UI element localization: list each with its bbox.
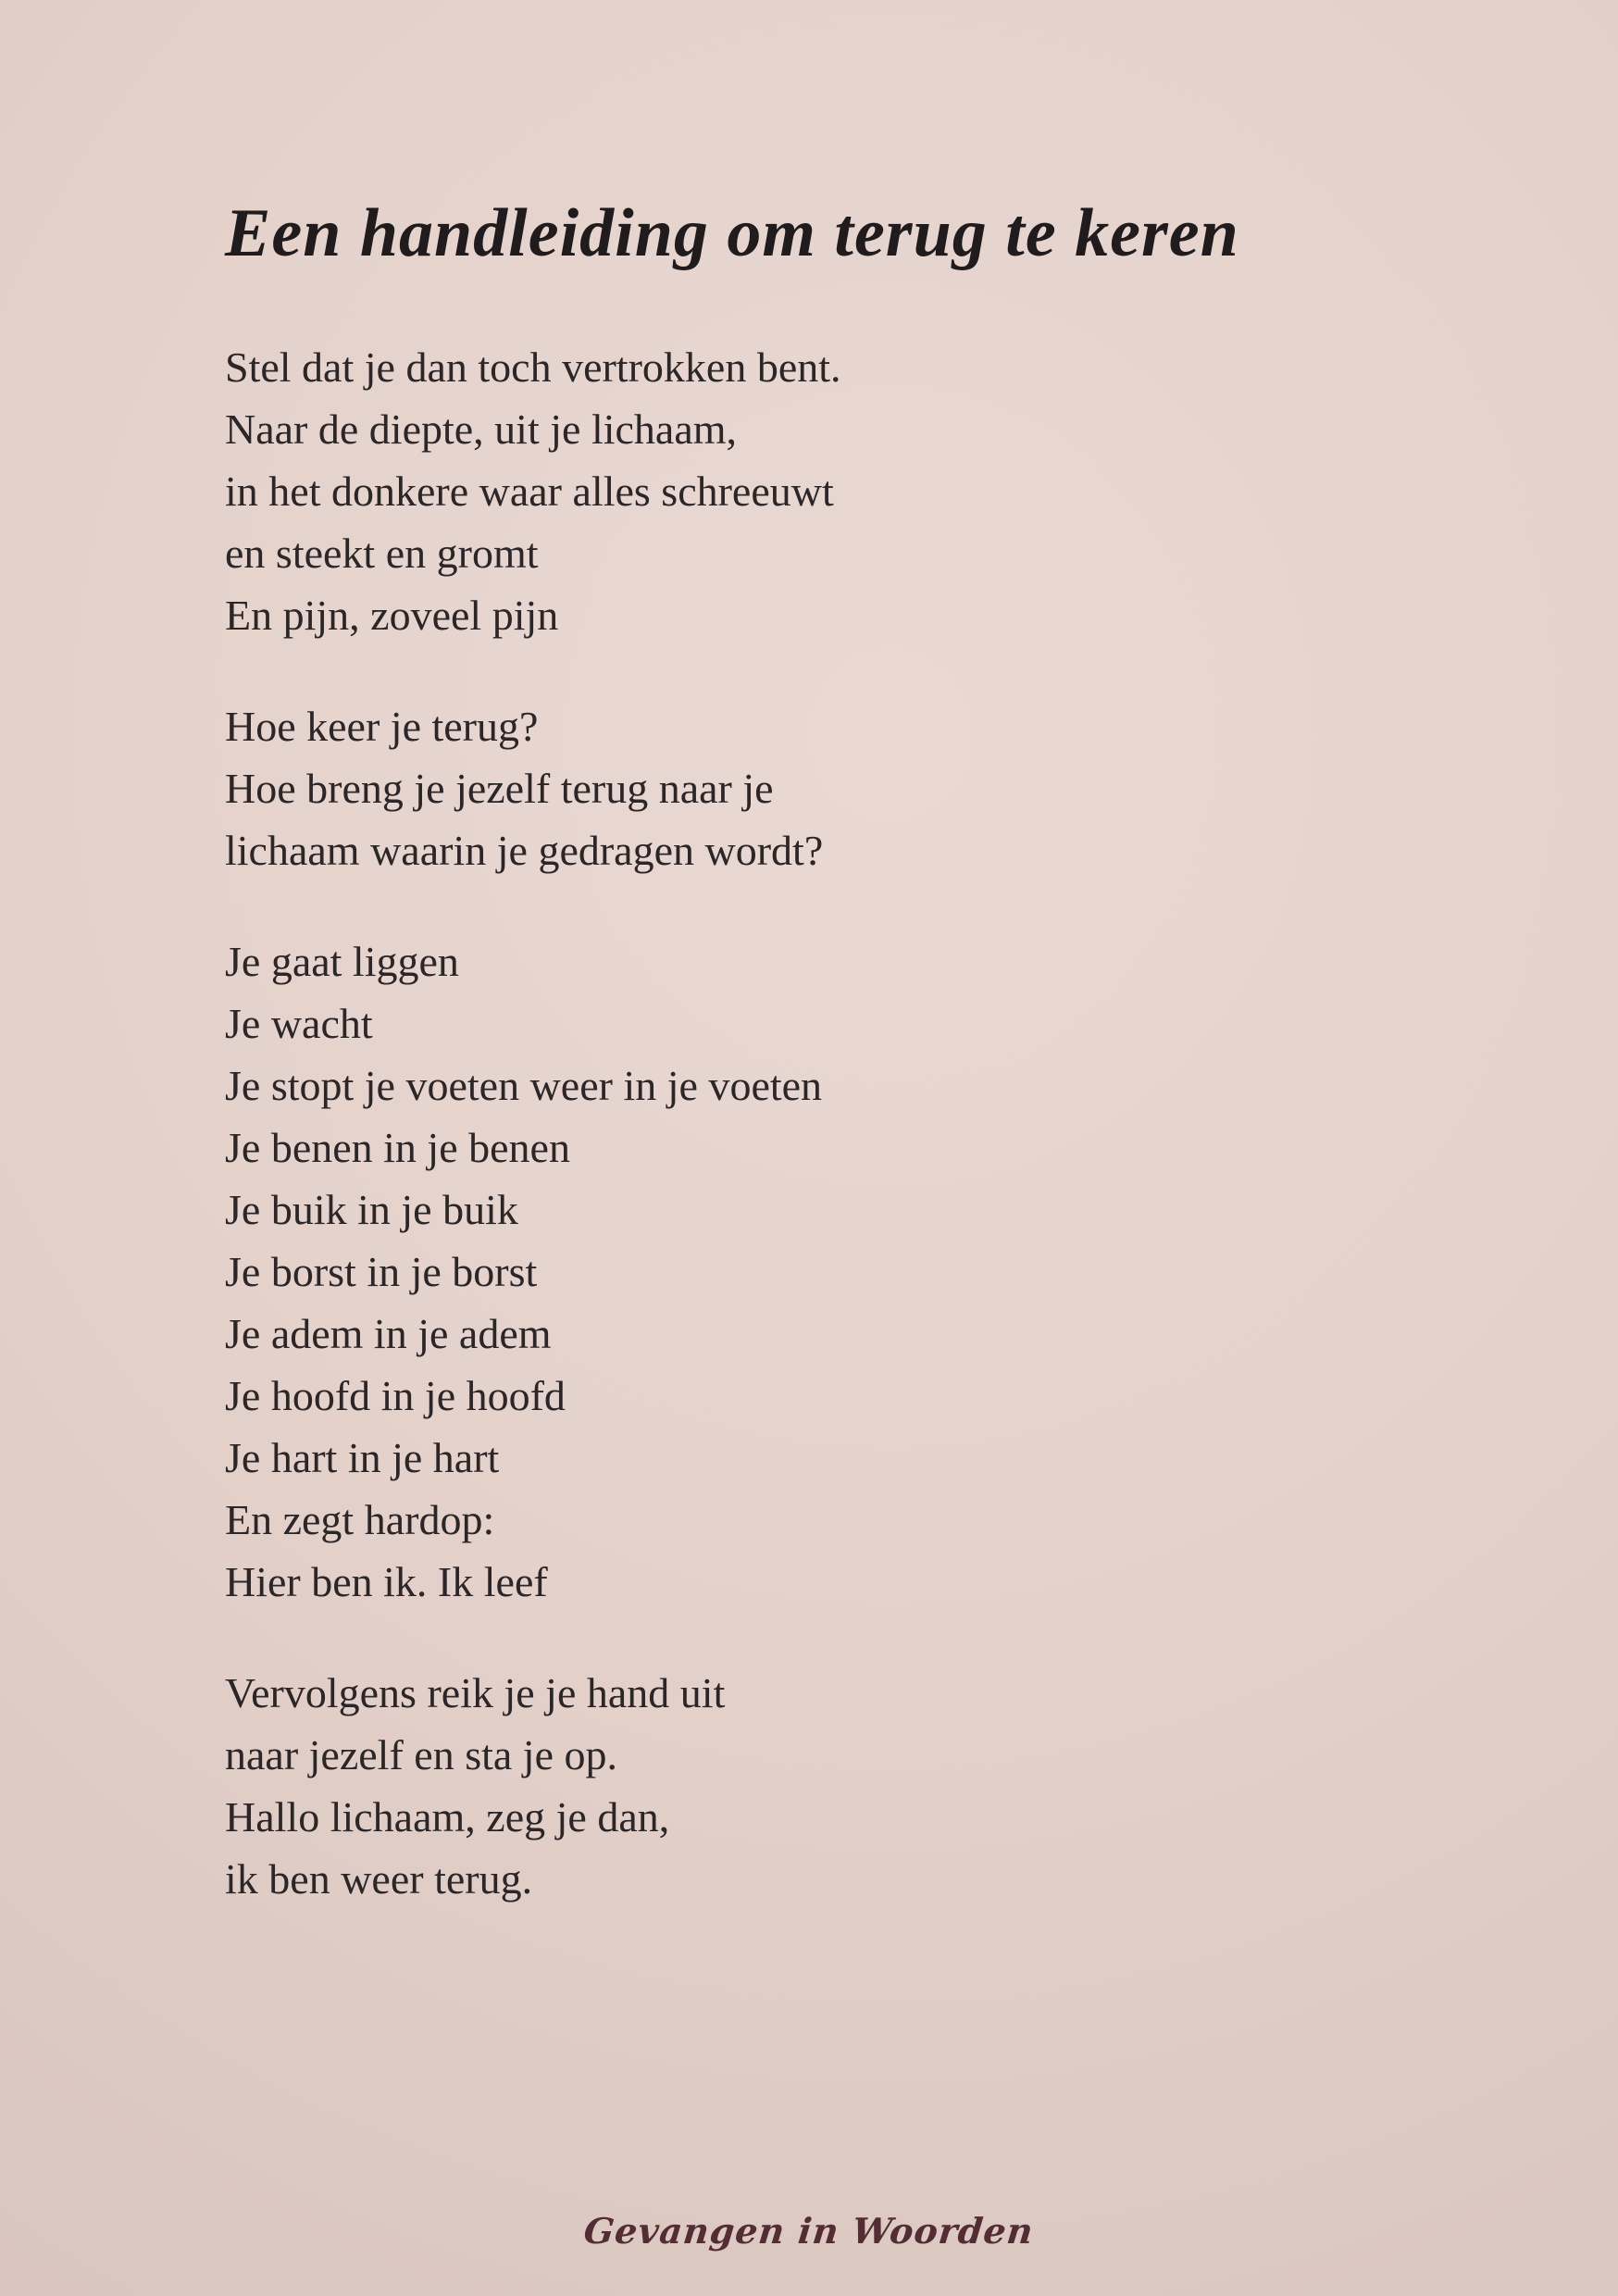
poem-line: Hallo lichaam, zeg je dan, xyxy=(225,1793,670,1841)
poem-line: in het donkere waar alles schreeuwt xyxy=(225,468,834,516)
poem-line: Stel dat je dan toch vertrokken bent. xyxy=(225,343,841,392)
poem-line: ik ben weer terug. xyxy=(225,1855,533,1903)
signature-text: Gevangen in Woorden xyxy=(581,2210,1037,2252)
poem-line: Hier ben ik. Ik leef xyxy=(225,1558,548,1606)
stanza-3 xyxy=(225,930,1507,1613)
poem-line: Hoe keer je terug? xyxy=(225,703,539,751)
poem-line: Je stopt je voeten weer in je voeten xyxy=(225,1062,823,1110)
stanza-4 xyxy=(225,1662,1507,1910)
stanza-1 xyxy=(225,336,1507,646)
poem-line: Je gaat liggen xyxy=(225,938,459,986)
poem-line: Hoe breng je jezelf terug naar je xyxy=(225,765,774,813)
poem-line: Je hart in je hart xyxy=(225,1434,500,1482)
page-footer xyxy=(0,2210,1618,2252)
poem-title: Een handleiding om terug te keren xyxy=(225,195,1239,271)
stanza-2 xyxy=(225,695,1507,881)
poem-line: naar jezelf en sta je op. xyxy=(225,1731,617,1779)
poem-line: Je buik in je buik xyxy=(225,1186,518,1234)
poem-line: Je wacht xyxy=(225,1000,373,1048)
poem-line: Je adem in je adem xyxy=(225,1310,552,1358)
poem-line: en steekt en gromt xyxy=(225,530,539,578)
poem-line: Je benen in je benen xyxy=(225,1124,570,1172)
poem-line: En pijn, zoveel pijn xyxy=(225,592,559,640)
poem-line: Vervolgens reik je je hand uit xyxy=(225,1669,726,1717)
poem-line: Je hoofd in je hoofd xyxy=(225,1372,566,1420)
poem-line: Naar de diepte, uit je lichaam, xyxy=(225,406,738,454)
poem-line: lichaam waarin je gedragen wordt? xyxy=(225,827,824,875)
poem-line: Je borst in je borst xyxy=(225,1248,538,1296)
poem-page xyxy=(225,196,1507,1959)
poem-line: En zegt hardop: xyxy=(225,1496,495,1544)
